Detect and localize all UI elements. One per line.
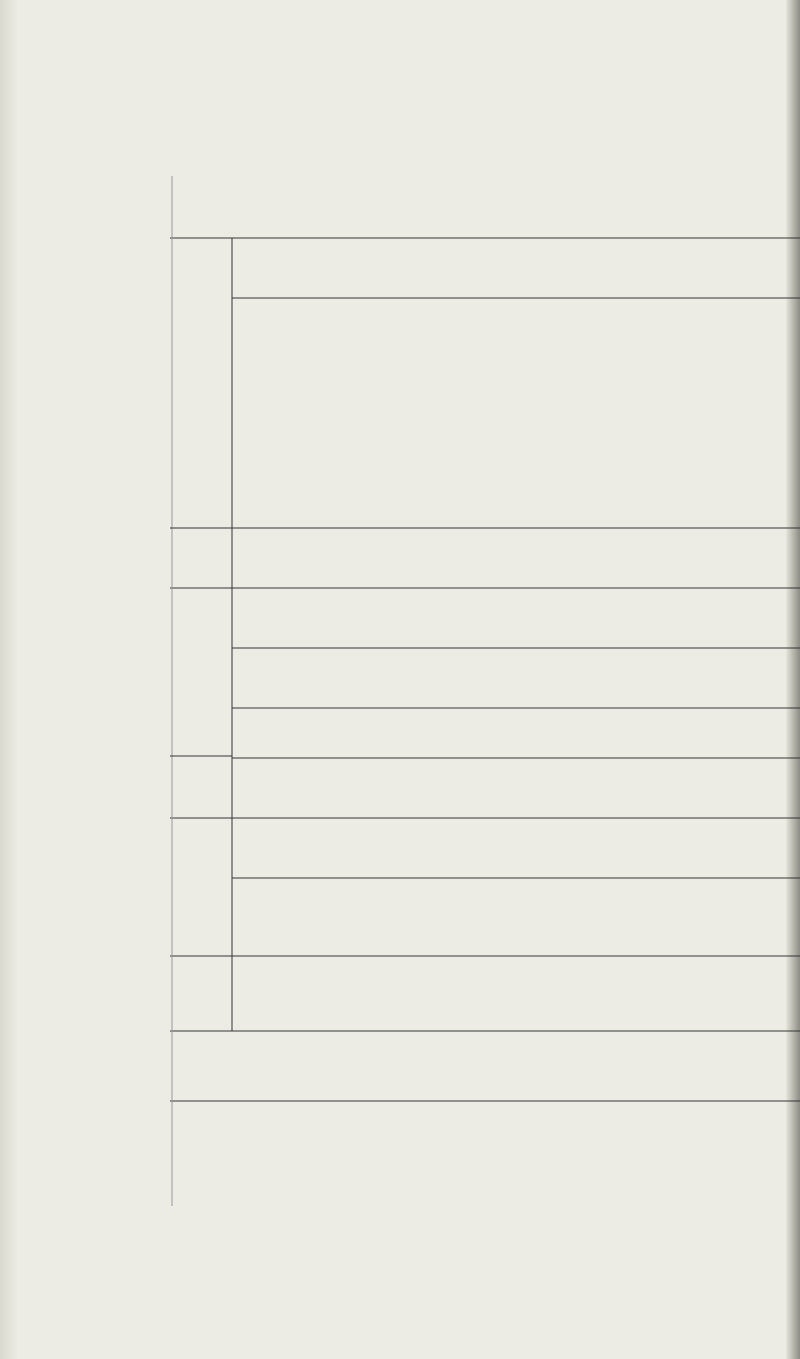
table-grid <box>170 176 800 1206</box>
scan-shadow-left <box>0 0 18 1359</box>
